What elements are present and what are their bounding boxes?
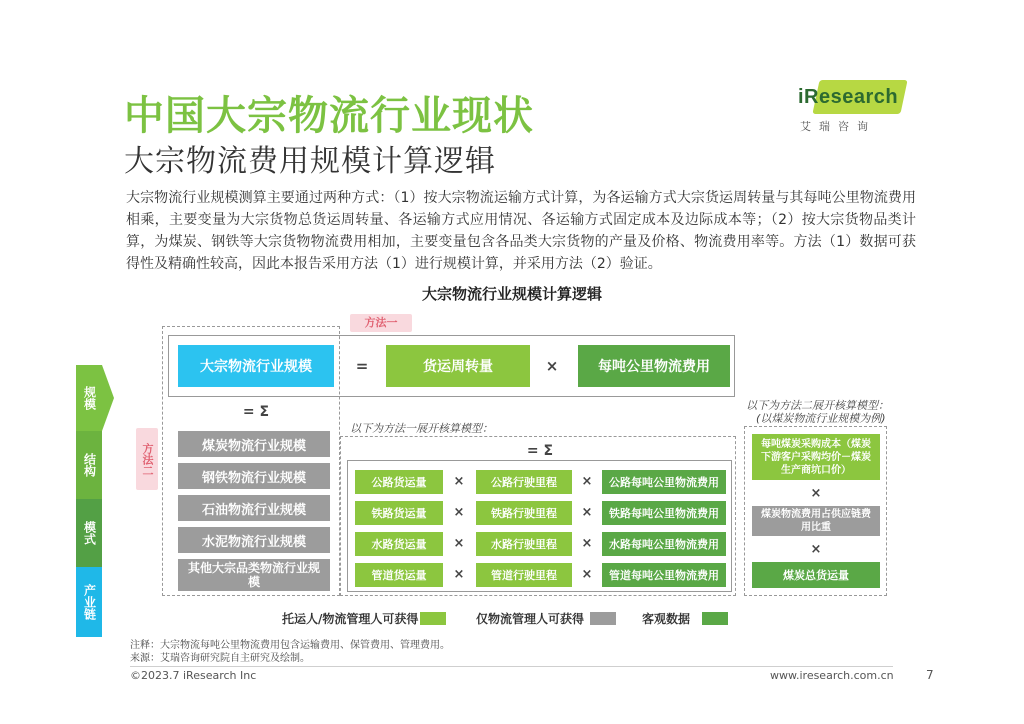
industry-scale-box: 大宗物流行业规模 (178, 345, 334, 387)
water-mileage: 水路行驶里程 (476, 532, 572, 556)
water-cost: 水路每吨公里物流费用 (602, 532, 726, 556)
multiply-sign: × (453, 505, 465, 520)
legend-label-objective: 客观数据 (642, 612, 691, 626)
page-subtitle: 大宗物流费用规模计算逻辑 (124, 144, 496, 179)
rail-mileage: 铁路行驶里程 (476, 501, 572, 525)
road-volume: 公路货运量 (355, 470, 443, 494)
rail-cost: 铁路每吨公里物流费用 (602, 501, 726, 525)
method1-expand-note: 以下为方法一展开核算模型： (350, 422, 493, 435)
multiply-sign: × (581, 474, 593, 489)
category-scale-other: 其他大宗品类物流行业规模 (178, 559, 330, 591)
method2-label-text: 方法二 (141, 442, 154, 476)
sidenav-label: 结构 (82, 453, 97, 477)
chart-title: 大宗物流行业规模计算逻辑 (421, 285, 602, 303)
rail-volume: 铁路货运量 (355, 501, 443, 525)
pipeline-cost: 管道每吨公里物流费用 (602, 563, 726, 587)
expand1-sum-sign: = Σ (526, 443, 554, 459)
website-link[interactable]: www.iresearch.com.cn (770, 669, 894, 682)
multiply-sign: × (581, 567, 593, 582)
method2-expand-note-1: 以下为方法二展开核算模型： (746, 399, 889, 412)
method1-label: 方法一 (350, 314, 412, 332)
footer-divider (130, 666, 893, 667)
pipeline-mileage: 管道行驶里程 (476, 563, 572, 587)
sum-sign: = Σ (242, 404, 270, 420)
multiply-sign: × (453, 474, 465, 489)
coal-logistics-share: 煤炭物流费用占供应链费用比重 (752, 506, 880, 536)
cost-per-ton-km-box: 每吨公里物流费用 (578, 345, 730, 387)
sidenav-label: 产业链 (82, 584, 97, 620)
iresearch-logo (796, 80, 906, 136)
copyright: ©2023.7 iResearch Inc (130, 669, 257, 682)
intro-paragraph: 大宗物流行业规模测算主要通过两种方式：（1）按大宗物流运输方式计算，为各运输方式大宗货运周转量与其每吨公里物流费用相乘，主要变量为大宗货物总货运周转量、各运输方式应用情况、各运输方式固定成本及边际成本等；（2）按大宗货物品类计算，为煤炭、钢铁等大宗货物物流费用相加，主要变量包含各品类大宗货物的产量及价格、物流费用率等。方法（1）数据可获得性及精确性较高，因此本报告采用方法（1）进行规模计算，并采用方法（2）验证。 (126, 190, 916, 272)
page-title: 中国大宗物流行业现状 (124, 93, 534, 139)
category-scale-oil: 石油物流行业规模 (178, 495, 330, 521)
legend-swatch-darkgreen (702, 612, 728, 625)
sidenav-item-industry-chain[interactable] (76, 567, 102, 637)
coal-purchase-cost: 每吨煤炭采购成本（煤炭下游客户采购均价－煤炭生产商坑口价） (752, 434, 880, 480)
logo-brand-cn: 艾瑞咨询 (800, 120, 876, 133)
sidenav-item-scale[interactable] (76, 365, 102, 431)
multiply-sign: × (810, 542, 822, 557)
category-scale-cement: 水泥物流行业规模 (178, 527, 330, 553)
multiply-sign: × (453, 567, 465, 582)
sidenav-item-model[interactable] (76, 499, 102, 567)
method2-expand-note-2: (以煤炭物流行业规模为例) (756, 412, 886, 425)
coal-total-volume: 煤炭总货运量 (752, 562, 880, 588)
footnote-note: 注释：大宗物流每吨公里物流费用包含运输费用、保管费用、管理费用。 (130, 640, 450, 651)
sidenav-label: 模式 (82, 521, 97, 545)
road-mileage: 公路行驶里程 (476, 470, 572, 494)
water-volume: 水路货运量 (355, 532, 443, 556)
pipeline-volume: 管道货运量 (355, 563, 443, 587)
multiply-sign: × (545, 357, 559, 375)
multiply-sign: × (810, 486, 822, 501)
legend-label-shipper: 托运人/物流管理人可获得 (282, 612, 419, 626)
method2-label (136, 428, 158, 490)
road-cost: 公路每吨公里物流费用 (602, 470, 726, 494)
legend-swatch-grey (590, 612, 616, 625)
footnote-source: 来源：艾瑞咨询研究院自主研究及绘制。 (130, 653, 310, 664)
sidenav-label: 规模 (82, 386, 97, 410)
logo-brand: iResearch (798, 86, 899, 108)
multiply-sign: × (581, 536, 593, 551)
multiply-sign: × (453, 536, 465, 551)
freight-turnover-box: 货运周转量 (386, 345, 530, 387)
multiply-sign: × (581, 505, 593, 520)
legend-label-manager: 仅物流管理人可获得 (476, 612, 585, 626)
legend-swatch-lime (420, 612, 446, 625)
page-number: 7 (926, 668, 934, 682)
category-scale-steel: 钢铁物流行业规模 (178, 463, 330, 489)
equals-sign: = (355, 357, 369, 375)
sidenav-item-structure[interactable] (76, 431, 102, 499)
category-scale-coal: 煤炭物流行业规模 (178, 431, 330, 457)
